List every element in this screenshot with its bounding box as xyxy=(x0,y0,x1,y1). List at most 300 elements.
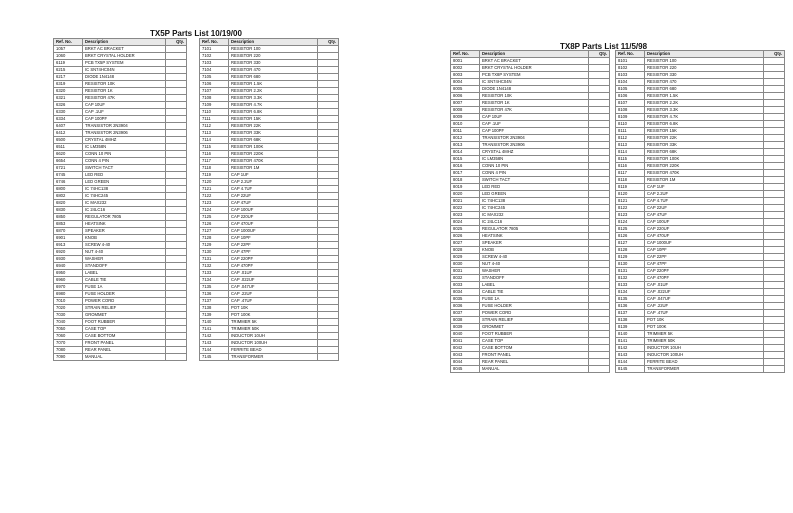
quantity-cell xyxy=(764,198,785,205)
table-row xyxy=(616,86,785,93)
quantity-cell xyxy=(589,212,610,219)
description-cell: FOOT RUBBER xyxy=(480,331,589,338)
part-number-cell: 7120 xyxy=(200,179,229,186)
part-number-cell: 6802 xyxy=(54,193,83,200)
quantity-cell xyxy=(318,270,339,277)
table-row xyxy=(616,317,785,324)
description-cell: CAP 100UF xyxy=(229,207,318,214)
quantity-cell xyxy=(318,165,339,172)
table-row xyxy=(616,331,785,338)
quantity-cell xyxy=(318,228,339,235)
description-cell: TRANSISTOR 2N3904 xyxy=(480,135,589,142)
description-cell: REAR PANEL xyxy=(480,359,589,366)
part-number-cell: 7138 xyxy=(200,305,229,312)
table-row xyxy=(451,170,610,177)
description-cell: FRONT PANEL xyxy=(480,352,589,359)
description-cell: STRAIN RELIEF xyxy=(480,317,589,324)
description-cell: WASHER xyxy=(480,268,589,275)
quantity-cell xyxy=(764,86,785,93)
table-row xyxy=(54,312,187,319)
table-row xyxy=(451,72,610,79)
table-row xyxy=(200,193,339,200)
description-cell: CAP 22UF xyxy=(229,193,318,200)
quantity-cell xyxy=(166,158,187,165)
description-cell: FUSE HOLDER xyxy=(83,291,166,298)
quantity-cell xyxy=(318,242,339,249)
table-row xyxy=(54,179,187,186)
table-row xyxy=(200,319,339,326)
quantity-cell xyxy=(318,151,339,158)
part-number-cell: 7124 xyxy=(200,207,229,214)
description-cell: RESISTOR 1.5K xyxy=(645,93,764,100)
table-row xyxy=(54,256,187,263)
quantity-cell xyxy=(764,254,785,261)
part-number-cell: 6746 xyxy=(54,179,83,186)
part-number-cell: 8044 xyxy=(451,359,480,366)
description-cell: CAP 1000UF xyxy=(645,240,764,247)
quantity-cell xyxy=(589,233,610,240)
part-number-cell: 8111 xyxy=(616,128,645,135)
quantity-cell xyxy=(764,184,785,191)
table-row xyxy=(451,226,610,233)
part-number-cell: 7131 xyxy=(200,256,229,263)
quantity-cell xyxy=(764,170,785,177)
quantity-cell xyxy=(764,149,785,156)
part-number-cell: 7103 xyxy=(200,60,229,67)
description-cell: RESISTOR 100K xyxy=(645,156,764,163)
quantity-cell xyxy=(166,284,187,291)
quantity-cell xyxy=(318,333,339,340)
description-cell: SCREW 4-40 xyxy=(480,254,589,261)
quantity-cell xyxy=(166,144,187,151)
part-number-cell: 7101 xyxy=(200,46,229,53)
quantity-cell xyxy=(318,263,339,270)
quantity-cell xyxy=(166,347,187,354)
quantity-cell xyxy=(318,200,339,207)
part-number-cell: 7010 xyxy=(54,298,83,305)
part-number-cell: 8001 xyxy=(451,58,480,65)
quantity-cell xyxy=(589,107,610,114)
quantity-cell xyxy=(589,338,610,345)
table-header-row xyxy=(451,51,610,58)
quantity-cell xyxy=(318,88,339,95)
quantity-cell xyxy=(166,102,187,109)
part-number-cell: 7132 xyxy=(200,263,229,270)
quantity-cell xyxy=(764,219,785,226)
description-cell: IC MAX232 xyxy=(83,200,166,207)
description-cell: CAP 470UF xyxy=(645,233,764,240)
part-number-cell: 8120 xyxy=(616,191,645,198)
quantity-cell xyxy=(166,354,187,361)
table-row xyxy=(451,198,610,205)
description-cell: CAP 1UF xyxy=(645,184,764,191)
quantity-cell xyxy=(589,184,610,191)
quantity-cell xyxy=(318,193,339,200)
description-cell: CAP 470PF xyxy=(229,263,318,270)
description-cell: STANDOFF xyxy=(480,275,589,282)
table-row xyxy=(54,123,187,130)
table-row xyxy=(54,277,187,284)
table-row xyxy=(451,261,610,268)
part-number-cell: 8124 xyxy=(616,219,645,226)
quantity-cell xyxy=(589,205,610,212)
table-row xyxy=(616,163,785,170)
part-number-cell: 7141 xyxy=(200,326,229,333)
description-cell: FUSE 1A xyxy=(83,284,166,291)
table-row xyxy=(200,340,339,347)
part-number-cell: 7020 xyxy=(54,305,83,312)
description-cell: IC 74HC245 xyxy=(83,193,166,200)
quantity-cell xyxy=(764,156,785,163)
part-number-cell: 8127 xyxy=(616,240,645,247)
column-header-pn: Ref. No. xyxy=(616,51,645,58)
table-row xyxy=(616,58,785,65)
table-row xyxy=(616,177,785,184)
description-cell: GROMMET xyxy=(480,324,589,331)
part-number-cell: 8108 xyxy=(616,107,645,114)
part-number-cell: 8031 xyxy=(451,268,480,275)
table-row xyxy=(616,366,785,373)
table-row xyxy=(200,235,339,242)
part-number-cell: 8135 xyxy=(616,296,645,303)
quantity-cell xyxy=(318,74,339,81)
description-cell: KNOB xyxy=(480,247,589,254)
table-row xyxy=(451,296,610,303)
quantity-cell xyxy=(166,298,187,305)
quantity-cell xyxy=(764,212,785,219)
quantity-cell xyxy=(764,135,785,142)
table-row xyxy=(200,123,339,130)
table-row xyxy=(54,291,187,298)
quantity-cell xyxy=(318,319,339,326)
description-cell: CAP .01UF xyxy=(645,282,764,289)
table-row xyxy=(451,177,610,184)
description-cell: CAP 47PF xyxy=(229,249,318,256)
table-row xyxy=(451,240,610,247)
description-cell: RESISTOR 680 xyxy=(229,74,318,81)
part-number-cell: 8007 xyxy=(451,100,480,107)
part-number-cell: 6412 xyxy=(54,130,83,137)
quantity-cell xyxy=(764,205,785,212)
table-row xyxy=(200,158,339,165)
quantity-cell xyxy=(589,198,610,205)
quantity-cell xyxy=(764,289,785,296)
part-number-cell: 7108 xyxy=(200,95,229,102)
description-cell: POT 100K xyxy=(229,312,318,319)
part-number-cell: 6321 xyxy=(54,95,83,102)
table-row xyxy=(451,233,610,240)
part-number-cell: 7137 xyxy=(200,298,229,305)
table-row xyxy=(451,156,610,163)
description-cell: RESISTOR 1K xyxy=(480,100,589,107)
quantity-cell xyxy=(764,359,785,366)
description-cell: CASE TOP xyxy=(83,326,166,333)
table-row xyxy=(54,130,187,137)
part-number-cell: 7127 xyxy=(200,228,229,235)
part-number-cell: 7142 xyxy=(200,333,229,340)
part-number-cell: 8140 xyxy=(616,331,645,338)
quantity-cell xyxy=(589,149,610,156)
part-number-cell: 8038 xyxy=(451,317,480,324)
part-number-cell: 7123 xyxy=(200,200,229,207)
table-row xyxy=(616,303,785,310)
quantity-cell xyxy=(589,240,610,247)
table-row xyxy=(54,263,187,270)
part-number-cell: 8139 xyxy=(616,324,645,331)
table-row xyxy=(54,95,187,102)
quantity-cell xyxy=(166,235,187,242)
description-cell: CONN 4 PIN xyxy=(480,170,589,177)
part-number-cell: 7080 xyxy=(54,347,83,354)
description-cell: RESISTOR 1K xyxy=(83,88,166,95)
part-number-cell: 8043 xyxy=(451,352,480,359)
description-cell: RESISTOR 4.7K xyxy=(229,102,318,109)
table-row xyxy=(200,277,339,284)
table-row xyxy=(200,298,339,305)
table-header-row xyxy=(616,51,785,58)
table-row xyxy=(451,331,610,338)
part-number-cell: 8125 xyxy=(616,226,645,233)
part-number-cell: 8119 xyxy=(616,184,645,191)
table-row xyxy=(54,221,187,228)
quantity-cell xyxy=(589,100,610,107)
description-cell: CASE BOTTOM xyxy=(480,345,589,352)
part-number-cell: 6407 xyxy=(54,123,83,130)
description-cell: TRANSISTOR 2N3906 xyxy=(480,142,589,149)
table-row xyxy=(451,114,610,121)
part-number-cell: 8027 xyxy=(451,240,480,247)
description-cell: CAP 220PF xyxy=(645,268,764,275)
description-cell: TRIMMER 5K xyxy=(229,319,318,326)
description-cell: CAP 220PF xyxy=(229,256,318,263)
quantity-cell xyxy=(589,226,610,233)
part-number-cell: 8009 xyxy=(451,114,480,121)
quantity-cell xyxy=(318,172,339,179)
part-number-cell: 6920 xyxy=(54,249,83,256)
quantity-cell xyxy=(764,268,785,275)
part-number-cell: 8036 xyxy=(451,303,480,310)
description-cell: IC MAX232 xyxy=(480,212,589,219)
quantity-cell xyxy=(589,254,610,261)
part-number-cell: 8107 xyxy=(616,100,645,107)
description-cell: CAP 4.7UF xyxy=(645,198,764,205)
table-row xyxy=(200,312,339,319)
table-row xyxy=(451,212,610,219)
column-header-pn: Ref. No. xyxy=(200,39,229,46)
table-row xyxy=(200,200,339,207)
part-number-cell: 8134 xyxy=(616,289,645,296)
table-row xyxy=(451,205,610,212)
quantity-cell xyxy=(764,72,785,79)
quantity-cell xyxy=(318,305,339,312)
quantity-cell xyxy=(318,347,339,354)
description-cell: CAP 100PF xyxy=(83,116,166,123)
quantity-cell xyxy=(589,275,610,282)
description-cell: FRONT PANEL xyxy=(83,340,166,347)
table-row xyxy=(54,67,187,74)
quantity-cell xyxy=(589,191,610,198)
table-row xyxy=(451,65,610,72)
quantity-cell xyxy=(166,326,187,333)
right-page xyxy=(420,0,793,513)
description-cell: CAP 470UF xyxy=(229,221,318,228)
part-number-cell: 8115 xyxy=(616,156,645,163)
part-number-cell: 7125 xyxy=(200,214,229,221)
table-row xyxy=(616,191,785,198)
part-number-cell: 7119 xyxy=(200,172,229,179)
description-cell: RESISTOR 68K xyxy=(645,149,764,156)
quantity-cell xyxy=(589,163,610,170)
quantity-cell xyxy=(318,95,339,102)
quantity-cell xyxy=(318,312,339,319)
quantity-cell xyxy=(589,331,610,338)
table-row xyxy=(200,53,339,60)
quantity-cell xyxy=(764,317,785,324)
quantity-cell xyxy=(764,247,785,254)
table-row xyxy=(54,165,187,172)
table-row xyxy=(616,275,785,282)
description-cell: MANUAL xyxy=(83,354,166,361)
quantity-cell xyxy=(764,226,785,233)
description-cell: CABLE TIE xyxy=(83,277,166,284)
part-number-cell: 7133 xyxy=(200,270,229,277)
quantity-cell xyxy=(589,58,610,65)
quantity-cell xyxy=(318,102,339,109)
description-cell: CAP 2.2UF xyxy=(645,191,764,198)
description-cell: RESISTOR 3.3K xyxy=(229,95,318,102)
table-row xyxy=(616,254,785,261)
part-number-cell: 7114 xyxy=(200,137,229,144)
quantity-cell xyxy=(166,137,187,144)
part-number-cell: 7102 xyxy=(200,53,229,60)
part-number-cell: 8028 xyxy=(451,247,480,254)
table-row xyxy=(451,247,610,254)
part-number-cell: 7090 xyxy=(54,354,83,361)
table-row xyxy=(200,102,339,109)
part-number-cell: 8045 xyxy=(451,366,480,373)
right-page-title: TX8P Parts List 11/5/98 xyxy=(560,42,648,51)
table-row xyxy=(200,263,339,270)
part-number-cell: 8015 xyxy=(451,156,480,163)
description-cell: TRANSFORMER xyxy=(645,366,764,373)
table-header-row xyxy=(54,39,187,46)
table-row xyxy=(616,324,785,331)
quantity-cell xyxy=(166,333,187,340)
quantity-cell xyxy=(166,291,187,298)
description-cell: RESISTOR 220K xyxy=(645,163,764,170)
table-row xyxy=(616,261,785,268)
table-row xyxy=(451,289,610,296)
quantity-cell xyxy=(589,177,610,184)
quantity-cell xyxy=(764,338,785,345)
description-cell: CAP 22PF xyxy=(645,254,764,261)
part-number-cell: 8004 xyxy=(451,79,480,86)
quantity-cell xyxy=(318,249,339,256)
part-number-cell: 6320 xyxy=(54,88,83,95)
table-row xyxy=(200,326,339,333)
quantity-cell xyxy=(589,142,610,149)
part-number-cell: 8142 xyxy=(616,345,645,352)
part-number-cell: 6940 xyxy=(54,263,83,270)
table-row xyxy=(616,121,785,128)
quantity-cell xyxy=(764,65,785,72)
description-cell: DIODE 1N4148 xyxy=(480,86,589,93)
quantity-cell xyxy=(166,214,187,221)
description-cell: IC 74HC245 xyxy=(480,205,589,212)
table-row xyxy=(54,53,187,60)
table-row xyxy=(54,228,187,235)
part-number-cell: 6334 xyxy=(54,116,83,123)
part-number-cell: 7050 xyxy=(54,326,83,333)
description-cell: INDUCTOR 10UH xyxy=(229,333,318,340)
table-row xyxy=(54,137,187,144)
part-number-cell: 6980 xyxy=(54,291,83,298)
column-header-qty: Qty. xyxy=(166,39,187,46)
description-cell: CAP .047UF xyxy=(229,284,318,291)
table-row xyxy=(451,219,610,226)
column-header-pn: Ref. No. xyxy=(54,39,83,46)
part-number-cell: 8020 xyxy=(451,191,480,198)
description-cell: SPEAKER xyxy=(480,240,589,247)
table-row xyxy=(54,116,187,123)
part-number-cell: 8138 xyxy=(616,317,645,324)
table-row xyxy=(54,207,187,214)
description-cell: LED RED xyxy=(83,172,166,179)
table-row xyxy=(451,254,610,261)
description-cell: PCB TX8P SYSTEM xyxy=(480,72,589,79)
quantity-cell xyxy=(589,282,610,289)
part-number-cell: 7128 xyxy=(200,235,229,242)
part-number-cell: 6830 xyxy=(54,207,83,214)
description-cell: RESISTOR 470 xyxy=(229,67,318,74)
part-number-cell: 8016 xyxy=(451,163,480,170)
quantity-cell xyxy=(589,310,610,317)
description-cell: CAP 100PF xyxy=(480,128,589,135)
table-row xyxy=(616,226,785,233)
description-cell: CAP 1UF xyxy=(229,172,318,179)
quantity-cell xyxy=(166,109,187,116)
part-number-cell: 8113 xyxy=(616,142,645,149)
quantity-cell xyxy=(764,191,785,198)
table-row xyxy=(200,172,339,179)
quantity-cell xyxy=(589,289,610,296)
part-number-cell: 8118 xyxy=(616,177,645,184)
part-number-cell: 8019 xyxy=(451,184,480,191)
description-cell: IC 74HC138 xyxy=(83,186,166,193)
part-number-cell: 8126 xyxy=(616,233,645,240)
table-row xyxy=(54,298,187,305)
part-number-cell: 6820 xyxy=(54,200,83,207)
description-cell: RESISTOR 33K xyxy=(645,142,764,149)
table-row xyxy=(200,130,339,137)
table-row xyxy=(616,79,785,86)
description-cell: IC 24LC16 xyxy=(480,219,589,226)
quantity-cell xyxy=(166,340,187,347)
part-number-cell: 8133 xyxy=(616,282,645,289)
part-number-cell: 6330 xyxy=(54,109,83,116)
part-number-cell: 8033 xyxy=(451,282,480,289)
description-cell: RESISTOR 2.2K xyxy=(645,100,764,107)
table-row xyxy=(200,354,339,361)
part-number-cell: 7144 xyxy=(200,347,229,354)
description-cell: IC SN74HC04N xyxy=(480,79,589,86)
table-row xyxy=(200,305,339,312)
part-number-cell: 8123 xyxy=(616,212,645,219)
part-number-cell: 8141 xyxy=(616,338,645,345)
table-row xyxy=(200,186,339,193)
part-number-cell: 7143 xyxy=(200,340,229,347)
part-number-cell: 8026 xyxy=(451,233,480,240)
